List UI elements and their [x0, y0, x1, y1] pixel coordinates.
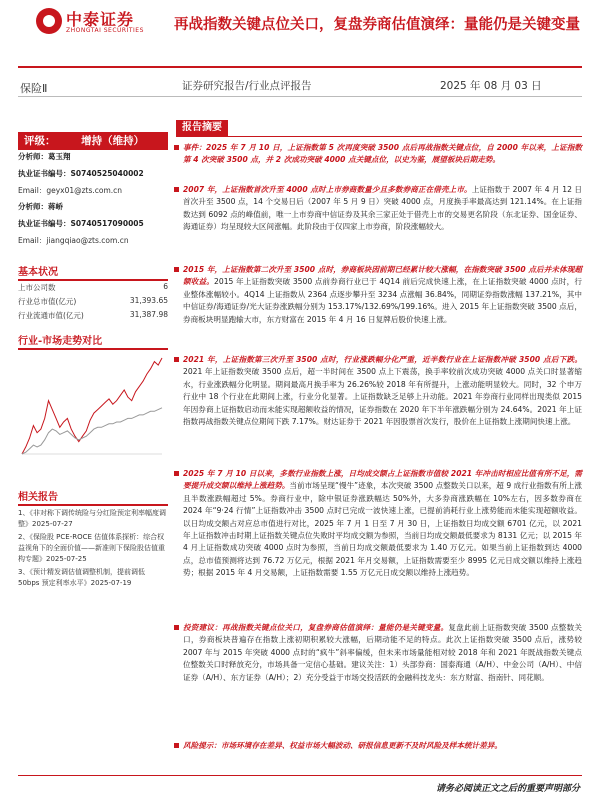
- basic-info-label: 上市公司数: [18, 283, 56, 292]
- bullet-icon: [174, 145, 179, 150]
- basic-info-label: 行业总市值(亿元): [18, 297, 77, 306]
- bullet-highlight: 2025 年 7 月 10 日以来，多数行业指数上涨，日均成交额占上证指数市值较 2021 年冲击时相应比值有所不足，需要提升成交额以维持上涨趋势。: [183, 469, 582, 491]
- report-type: 证券研究报告/行业点评报告: [182, 80, 312, 92]
- report-title: 再战指数关键点位关口，复盘券商估值演绎：量能仍是关键变量: [174, 17, 580, 33]
- related-item[interactable]: 2、《保险股 PCE-ROCE 估值体系探析：综合权益视角下的全面价值——新准则下保险股估值重构专题》2025-07-25: [18, 533, 165, 563]
- basic-info-heading: 基本状况: [18, 263, 168, 281]
- abstract-bullet: [174, 184, 582, 234]
- bullet-highlight: 2007 年，上证指数首次升至 4000 点时上市券商数量少且多数券商正在借壳上市。: [183, 185, 472, 194]
- header-divider: [18, 66, 582, 68]
- brand-logo-icon: [36, 8, 62, 34]
- analyst-email[interactable]: jiangqiao@zts.com.cn: [46, 236, 129, 245]
- abstract-bullet: [174, 354, 582, 428]
- basic-info-row: [18, 310, 168, 321]
- chart-series-line-1: [22, 408, 162, 454]
- bullet-highlight: 2021 年，上证指数第三次升至 3500 点时，行业涨跌幅分化严重，近半数行业在上证指数冲破 3500 点后下跌。: [183, 355, 582, 364]
- bullet-icon: [174, 743, 179, 748]
- cert-number: S0740517090005: [70, 219, 144, 228]
- bullet-icon: [174, 187, 179, 192]
- cert-number: S0740525040002: [70, 169, 144, 178]
- brand-name-en: ZHONGTAI SECURITIES: [66, 27, 144, 34]
- chart-series-line-0: [22, 358, 162, 454]
- bullet-highlight: 事件：2025 年 7 月 10 日，上证指数第 5 次再度突破 3500 点后再战指数关键点位，自 2000 年以来，上证指数第 4 次突破 3500 点，并 2 次成功突破 4000 点关键点位，以史为鉴，展望板块后期走势。: [183, 143, 582, 165]
- basic-info-table: [18, 282, 168, 332]
- bullet-body: 当前市场呈现“慢牛”迹象，本次突破 3500 点整数关口以来，超 9 成行业指数有所上涨且半数涨跌幅超过 5%。券商行业中，除中银证券涨跌幅达 50%外，大多券商涨跌幅在 10%左右，因多数券商在 2024 年“9·24 行情”上证指数冲击 3500 点时已完成一波快速上涨，已提前消耗行业上涨势能而未能实现超额收益。以日均成交额占对应总市值进行对比，2025 年 7 月 1 日至 7 月 30 日，上证指数日均成交额 6701 亿元，以 2021 年上证指数冲击时期上证指数关键点位失败时平均成交额为参照，当前日均成交额最低要求为 8131 亿元；以 2015 年 4 月上证指数成功突破 4000 点时为参照，当前日均成交额最低要求为 1.40 万亿元。如果当前上证指数到达 4000 点，总市值预测将达到 76.72 万亿元，根据 2021 年月交易额，上证指数需要至少 8995 亿元日成交额以维持上涨趋势；根据 2015 年 4 月交易额，上证指数需要 1.55 万亿元日成交额以维持上涨趋势。: [183, 481, 582, 578]
- bullet-body: 2021 年上证指数突破 3500 点后，超一半时间在 3500 点上下震荡，换手率较前次成功突破 4000 点关口时显著缩水，行业涨跌幅分化明显。期间最高月换手率为 26.26%较 2018 年有所提升，上涨动能明显较大。同时，32 个申万行业中 18 个行业在此期间上涨，行业分化显著。上证指数缺乏足够上升动能。2021 年券商行业同样出现类似 2015 年因券商上证指数启动而未能实现超额收益的情况，证券指数在 2020 年下半年涨跌幅分别为 24.64%。2021 年上证指数再战指数关键点位期间下跌 7.17%。财达证券于 2021 年因股票首次发行，股价在上证指数上涨期间快速上涨。: [183, 367, 582, 427]
- analyst-role-label: 分析师：: [18, 152, 48, 161]
- analyst-role-label: 分析师：: [18, 202, 48, 211]
- brand-name: 中泰证券: [66, 10, 135, 29]
- trend-chart: [18, 350, 168, 460]
- abstract-heading: 报告摘要: [176, 120, 228, 136]
- abstract-bullet: [174, 468, 582, 580]
- analyst-block-1: [18, 148, 168, 199]
- rating-value: 增持（维持）: [81, 135, 145, 147]
- basic-info-value: 31,387.98: [129, 310, 168, 319]
- abstract-divider: [176, 136, 582, 137]
- abstract-bullet: [174, 264, 582, 326]
- bullet-highlight: 2015 年，上证指数第二次升至 3500 点时，券商板块因前期已经累计较大涨幅，在指数突破 3500 点后并未体现超额收益。: [183, 265, 582, 287]
- rating-label: 评级：: [24, 135, 56, 147]
- bullet-icon: [174, 471, 179, 476]
- abstract-bullet: [174, 622, 582, 684]
- footer-divider: [18, 775, 582, 776]
- basic-info-value: 31,393.65: [129, 296, 168, 305]
- cert-label: 执业证书编号：: [18, 169, 71, 178]
- bullet-body: 2015 年上证指数突破 3500 点前券商行业已于 4Q14 前后完成快速上涨，在上证指数突破 4000 点时，行业整体涨幅较小。4Q14 上证指数从 2364 点逐步攀升至 3234 点涨幅 36.84%，同期证券指数涨幅 137.21%，其中中信证券/海通证券/光大证券涨跌幅分别为 153.17%/132.69%/199.16%。进入 2015 年上证指数突破 3500 点后，券商板块明显跑输大市，东方财富在 2015 年 4 月 16 日复牌后股价快速上涨。: [183, 277, 583, 324]
- bullet-highlight: 投资建议：再战指数关键点位关口，复盘券商估值演绎：量能仍是关键变量。: [183, 623, 449, 632]
- bullet-icon: [174, 357, 179, 362]
- related-item[interactable]: 3、《预计精发调估值调整机制，提前调低 50bps 预定利率水平》2025-07-19: [18, 568, 145, 587]
- analyst-name: 葛玉翔: [48, 152, 71, 161]
- footer-disclaimer: 请务必阅读正文之后的重要声明部分: [435, 784, 580, 794]
- trend-heading: 行业-市场走势对比: [18, 332, 168, 350]
- report-date: 2025 年 08 月 03 日: [440, 80, 542, 92]
- basic-info-row: [18, 282, 168, 293]
- related-item[interactable]: 1、《非对称下调传统险与分红险预定利率幅度调整》2025-07-27: [18, 509, 166, 528]
- email-label: Email：: [18, 236, 47, 245]
- related-list: [18, 508, 166, 589]
- subheader-divider: [18, 96, 582, 97]
- email-label: Email：: [18, 186, 47, 195]
- analyst-name: 蒋峤: [48, 202, 63, 211]
- basic-info-value: 6: [163, 282, 168, 291]
- analyst-block-2: [18, 198, 168, 249]
- bullet-body: 上证指数于 2007 年 4 月 12 日首次升至 3500 点，14 个交易日后（2007 年 5 月 9 日）突破 4000 点，月度换手率最高达到 121.14%。在上证指数达到 6092 点的峰值前，唯一上市券商中信证券及其余三家正处于借壳上市的交易更名阶段（东北证券、国金证券、海通证券）均呈现较大区间涨幅。此阶段由于仅四家上市券商，阶段涨幅较大。: [183, 185, 582, 232]
- basic-info-label: 行业流通市值(亿元): [18, 311, 84, 320]
- bullet-icon: [174, 267, 179, 272]
- related-heading: 相关报告: [18, 488, 168, 506]
- analyst-email[interactable]: geyx01@zts.com.cn: [46, 186, 123, 195]
- basic-info-row: [18, 296, 168, 307]
- abstract-bullet: [174, 740, 582, 752]
- bullet-icon: [174, 625, 179, 630]
- cert-label: 执业证书编号：: [18, 219, 71, 228]
- abstract-bullet: [174, 142, 582, 167]
- bullet-body: 复盘此前上证指数突破 3500 点整数关口，券商板块普遍存在指数上涨初期积累较大涨幅，后期动能不足的特点。此次上证指数突破 3500 点后，涨势较 2007 年与 2015 年突破 4000 点时的“疯牛”斜率偏缓，但未来市场量能相对较 2018 年和 2021 年既战指数关键点位整数关口时释放充分，市场具备一定信心基础。建议关注：1）头部券商：国泰海通（A/H）、中金公司（A/H）、中信证券（A/H）、东方证券（A/H）；2）充分受益于市场交投活跃的金融科技龙头：东方财富、指南针、同花顺。: [183, 623, 583, 682]
- industry-label: 保险Ⅱ: [20, 82, 48, 95]
- bullet-highlight: 风险提示：市场环境存在差异、权益市场大幅波动、研报信息更新不及时风险及样本统计差异。: [183, 741, 502, 750]
